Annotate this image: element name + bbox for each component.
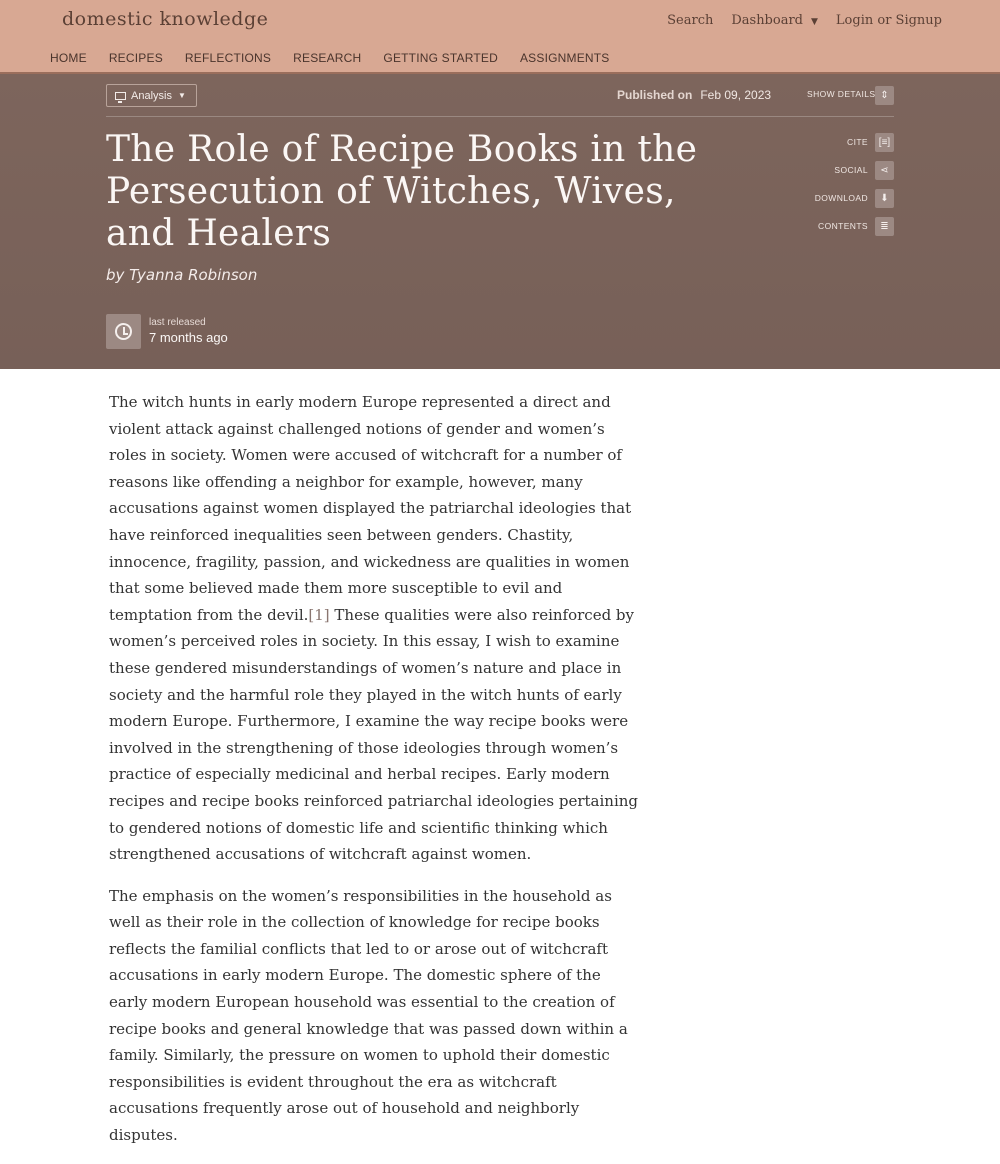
- dashboard-link[interactable]: [731, 13, 818, 28]
- dashboard-label: Dashboard: [731, 13, 803, 28]
- author-byline[interactable]: by Tyanna Robinson: [106, 266, 258, 284]
- nav-assignments[interactable]: ASSIGNMENTS: [519, 51, 610, 65]
- paragraph-text: These qualities were also reinforced by women’s perceived roles in society. In this essay, I wish to examine these gendered misunderstandings of women’s nature and place in society and the harmful role they played in the witch hunts of early modern Europe. Furthermore, I examine the way recipe books were involved in the strengthening of those ideologies through women’s practice of especially medicinal and herbal recipes. Early modern recipes and recipe books reinforced patriarchal ideologies pertaining to gendered notions of domestic life and scientific thinking which strengthened accusations of witchcraft against women.: [109, 605, 639, 864]
- published-label: Published on: [617, 88, 693, 102]
- expand-icon[interactable]: ⇕: [875, 86, 894, 105]
- social-label[interactable]: SOCIAL: [834, 165, 868, 175]
- published-date: Feb 09, 2023: [700, 88, 772, 102]
- download-label[interactable]: DOWNLOAD: [814, 193, 868, 203]
- paragraph: The emphasis on the women’s responsibilities in the household as well as their role in the collection of knowledge for recipe books reflects the familial conflicts that led to or arose out of witchcraft accusations in early modern Europe. The domestic sphere of the early modern European household was essential to the creation of recipe books and general knowledge that was passed down within a family. Similarly, the pressure on women to uphold their domestic responsibilities is evident throughout the era as witchcraft accusations frequently arose out of household and neighborly disputes.: [109, 886, 628, 1145]
- cite-icon[interactable]: [≡]: [875, 133, 894, 152]
- contents-label[interactable]: CONTENTS: [818, 221, 868, 231]
- nav-getting-started[interactable]: GETTING STARTED: [383, 51, 498, 65]
- page-title: The Role of Recipe Books in the Persecution of Witches, Wives, and Healers: [106, 129, 698, 254]
- share-icon[interactable]: ⋖: [875, 161, 894, 180]
- paragraph: [109, 389, 639, 868]
- analysis-label: Analysis: [131, 89, 172, 102]
- nav-reflections[interactable]: REFLECTIONS: [184, 51, 272, 65]
- history-button[interactable]: [106, 314, 141, 349]
- nav-home[interactable]: HOME: [50, 51, 87, 65]
- top-links: [649, 13, 942, 28]
- monitor-icon: [115, 92, 126, 100]
- site-brand[interactable]: domestic knowledge: [62, 8, 269, 30]
- analysis-dropdown[interactable]: [106, 84, 197, 107]
- chevron-down-icon: ▼: [177, 91, 186, 100]
- nav-recipes[interactable]: RECIPES: [108, 51, 163, 65]
- published-info: [617, 88, 771, 102]
- download-icon[interactable]: ⬇: [875, 189, 894, 208]
- chevron-down-icon: ▼: [811, 17, 818, 27]
- main-nav: [50, 51, 632, 65]
- login-link[interactable]: Login or Signup: [835, 13, 942, 28]
- contents-icon[interactable]: ≣: [875, 217, 894, 236]
- footnote-link[interactable]: [1]: [308, 605, 330, 624]
- cite-label[interactable]: CITE: [847, 137, 868, 147]
- history-icon: [115, 323, 132, 340]
- nav-research[interactable]: RESEARCH: [293, 51, 362, 65]
- divider: [106, 116, 894, 117]
- release-value: 7 months ago: [149, 330, 228, 345]
- release-label: last released: [149, 317, 206, 328]
- site-header: [0, 0, 1000, 74]
- search-link[interactable]: Search: [667, 13, 714, 28]
- pub-header: [0, 74, 1000, 369]
- paragraph-text: The witch hunts in early modern Europe represented a direct and violent attack against challenged notions of gender and women’s roles in society. Women were accused of witchcraft for a number of reasons like offending a neighbor for example, however, many accusations against women displayed the patriarchal ideologies that have reinforced inequalities seen between genders. Chastity, innocence, fragility, passion, and wickedness are qualities in women that some believed made them more susceptible to evil and temptation from the devil.: [109, 393, 632, 624]
- article-body: [109, 389, 639, 1164]
- show-details-label[interactable]: SHOW DETAILS: [807, 89, 876, 99]
